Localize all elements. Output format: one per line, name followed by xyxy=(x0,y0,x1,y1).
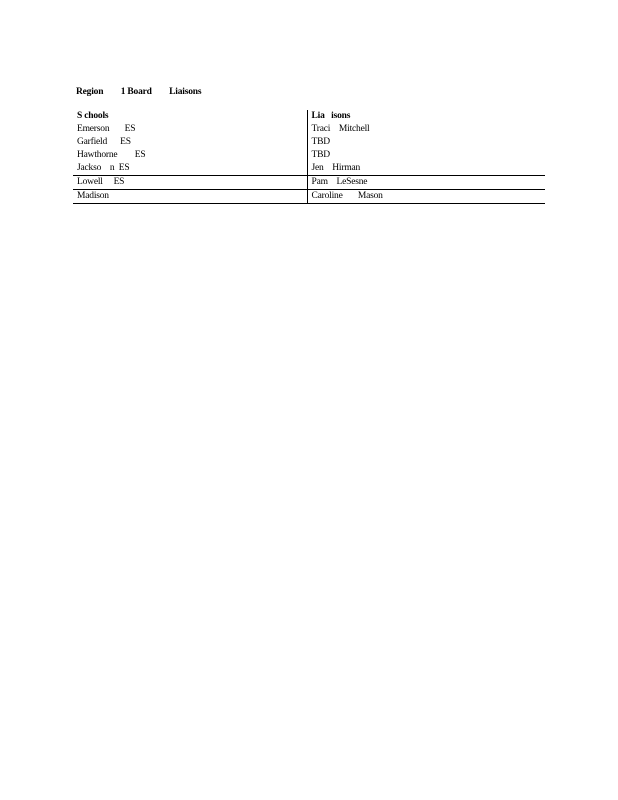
school-cell: Garfield ES xyxy=(73,136,307,149)
liaison-cell: Pam LeSesne xyxy=(307,176,545,190)
table-row xyxy=(73,123,545,136)
school-cell: Lowell ES xyxy=(73,176,307,190)
school-cell: Madison xyxy=(73,190,307,204)
schools-column-header: S chools xyxy=(73,110,307,123)
table-row xyxy=(73,162,545,176)
liaison-cell: Traci Mitchell xyxy=(311,124,370,134)
liaison-cell: Jen Hirman xyxy=(311,163,361,173)
liaisons-column-header: Lia isons xyxy=(311,111,351,121)
table-row xyxy=(73,136,545,149)
school-cell: Jackso n ES xyxy=(73,162,307,176)
liaison-cell: TBD xyxy=(311,137,330,147)
table-row xyxy=(73,176,545,190)
school-cell: Emerson ES xyxy=(73,123,307,136)
liaison-cell: Caroline Mason xyxy=(307,190,545,204)
table-row xyxy=(73,149,545,162)
table-header-row xyxy=(73,110,545,123)
liaisons-table xyxy=(73,110,545,204)
liaison-cell: TBD xyxy=(311,150,330,160)
school-cell: Hawthorne ES xyxy=(73,149,307,162)
table-row xyxy=(73,190,545,204)
document-title: Region 1 Board Liaisons xyxy=(76,87,202,97)
